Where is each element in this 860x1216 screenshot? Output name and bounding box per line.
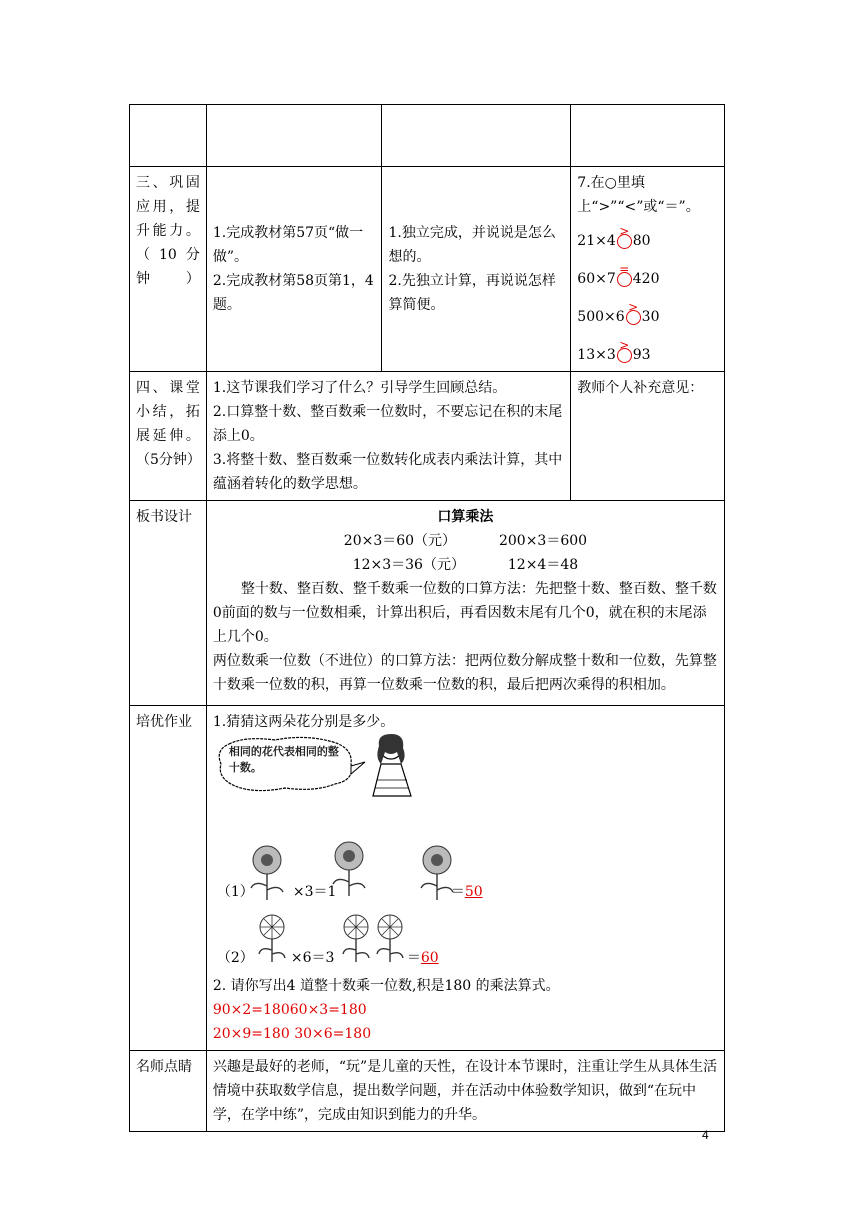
method-text: 整十数、整百数、整千数乘一位数的口算方法：先把整十数、整百数、整千数0前面的数与一位数相乘，计算出积后，再看因数末尾有几个0，就在积的末尾添上几个0。 xyxy=(212,581,717,645)
answer-symbol: > xyxy=(628,300,639,314)
table-row-homework xyxy=(130,706,725,1051)
summary-item: 1.这节课我们学习了什么？引导学生回顾总结。 xyxy=(212,380,507,396)
page-number: 4 xyxy=(702,1128,709,1142)
compare-right: 420 xyxy=(632,271,660,287)
board-title: 口算乘法 xyxy=(437,509,494,525)
table-row-blank xyxy=(130,105,725,167)
equals-sign: ＝ xyxy=(450,884,465,900)
homework-content xyxy=(206,706,724,1051)
compare-left: 500×6 xyxy=(577,309,625,325)
equation: 12×4＝48 xyxy=(507,557,579,573)
comment-text: 兴趣是最好的老师，“玩”是儿童的天性，在设计本节课时，注重让学生从具体生活情境中获取数学信息，提出数学问题，并在活动中体验数学知识，做到“在玩中学，在学中练”，完成由知识到能力的升华。 xyxy=(206,1051,724,1132)
illustration xyxy=(213,734,718,804)
answer-value: 50 xyxy=(464,884,483,900)
answer-symbol: > xyxy=(619,338,630,352)
compare-left: 60×7 xyxy=(577,271,616,287)
teacher-note: 教师个人补充意见： xyxy=(571,372,725,501)
daisy-icon xyxy=(337,912,375,964)
girl-icon xyxy=(363,730,423,800)
compare-item xyxy=(577,338,718,367)
flower-equation-1 xyxy=(213,840,718,906)
compare-left: 13×3 xyxy=(577,347,616,363)
cell xyxy=(130,105,207,167)
question-text: 2. 请你写出4 道整十数乘一位数,积是180 的乘法算式。 xyxy=(212,978,560,994)
stage-label: 三、巩固应用，提升能力。（10分钟） xyxy=(130,167,207,372)
daisy-icon xyxy=(371,912,409,964)
student-item: 2.先独立计算，再说说怎样算简便。 xyxy=(388,273,556,313)
cell xyxy=(382,105,571,167)
compare-item xyxy=(577,300,718,329)
equation: 20×3＝60（元） xyxy=(343,533,457,549)
row-label: 培优作业 xyxy=(130,706,207,1051)
answer-symbol: > xyxy=(619,224,630,238)
equation-mid: ×3＝1 xyxy=(292,884,337,900)
teacher-activity xyxy=(206,167,382,372)
teacher-item: 2.完成教材第58页第1，4题。 xyxy=(212,273,374,313)
summary-item: 3.将整十数、整百数乘一位数转化成表内乘法计算，其中蕴涵着转化的数学思想。 xyxy=(212,452,563,492)
equation: 200×3＝600 xyxy=(498,533,588,549)
answer-value: 60 xyxy=(420,950,439,966)
answer-circle xyxy=(626,300,641,325)
daisy-icon xyxy=(253,912,291,964)
item-number: （1） xyxy=(216,884,254,900)
item-number: （2） xyxy=(216,950,254,966)
sunflower-icon xyxy=(329,840,369,898)
summary-content xyxy=(206,372,570,501)
sunflower-icon xyxy=(247,844,287,902)
answer-line: 20×9=180 30×6=180 xyxy=(212,1026,372,1042)
answer-circle xyxy=(617,338,632,363)
flower-equation-2 xyxy=(213,912,718,970)
row-label: 名师点睛 xyxy=(130,1051,207,1132)
answer-symbol: = xyxy=(619,262,630,276)
compare-right: 30 xyxy=(641,309,660,325)
bubble-text: 相同的花代表相同的整十数。 xyxy=(228,745,339,774)
method-text: 两位数乘一位数（不进位）的口算方法：把两位数分解成整十数和一位数，先算整十数乘一位数的积，再算一位数乘一位数的积，最后把两次乘得的积相加。 xyxy=(212,653,717,693)
student-item: 1.独立完成，并说说是怎么想的。 xyxy=(388,225,556,265)
compare-right: 93 xyxy=(632,347,651,363)
student-activity xyxy=(382,167,571,372)
lesson-plan-table xyxy=(129,104,725,1132)
table-row-comment xyxy=(130,1051,725,1132)
teacher-item: 1.完成教材第57页“做一做”。 xyxy=(212,225,364,265)
cell xyxy=(571,105,725,167)
board-equations xyxy=(213,529,718,553)
question-text: 1.猜猜这两朵花分别是多少。 xyxy=(212,714,395,730)
answer-circle xyxy=(617,262,632,287)
compare-item xyxy=(577,224,718,253)
exercise-title: 7.在○里填上“>”“<”或“＝”。 xyxy=(577,175,700,215)
stage-label: 四、课堂小结，拓展延伸。（5分钟） xyxy=(130,372,207,501)
row-label: 板书设计 xyxy=(130,501,207,706)
compare-item xyxy=(577,262,718,291)
compare-right: 80 xyxy=(632,233,651,249)
cell xyxy=(206,105,382,167)
equation: 12×3＝36（元） xyxy=(352,557,465,573)
board-content xyxy=(206,501,724,706)
answer-line: 90×2=18060×3=180 xyxy=(212,1002,367,1018)
summary-item: 2.口算整十数、整百数乘一位数时，不要忘记在积的末尾添上0。 xyxy=(212,404,563,444)
equals-sign: ＝ xyxy=(406,950,421,966)
table-row-board xyxy=(130,501,725,706)
table-row-consolidate xyxy=(130,167,725,372)
compare-left: 21×4 xyxy=(577,233,616,249)
exercise-cell xyxy=(571,167,725,372)
table-row-summary xyxy=(130,372,725,501)
answer-circle xyxy=(617,224,632,249)
equation-mid: ×6＝3 xyxy=(290,950,335,966)
board-equations xyxy=(213,553,718,577)
